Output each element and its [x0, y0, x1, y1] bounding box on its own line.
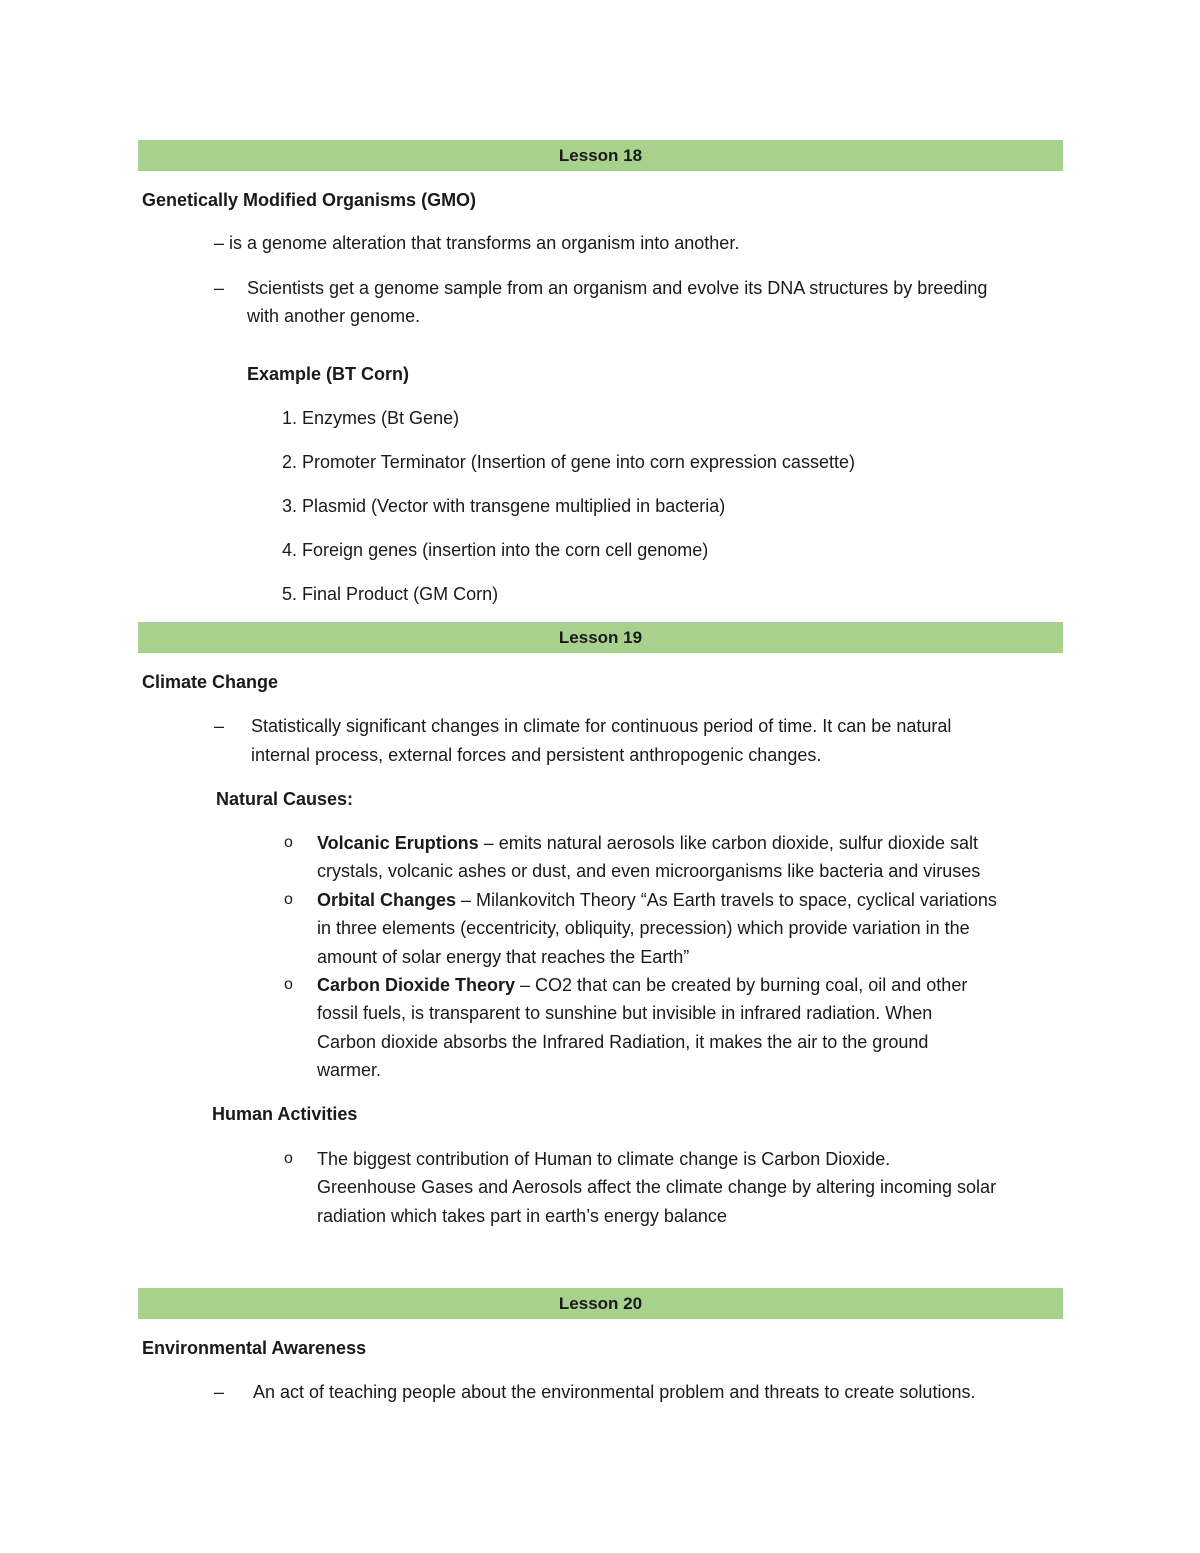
circle-bullet-icon: o	[284, 891, 293, 908]
step-number: 4.	[282, 540, 298, 560]
co2-theory-line3: Carbon dioxide absorbs the Infrared Radiation, it makes the air to the ground	[317, 1032, 929, 1052]
orbital-changes-line2: in three elements (eccentricity, obliquity, precession) which provide variation in the	[317, 918, 970, 938]
step-number: 1.	[282, 408, 298, 428]
gmo-heading: Genetically Modified Organisms (GMO)	[142, 190, 477, 210]
step-number: 3.	[282, 496, 298, 516]
gmo-definition	[214, 229, 739, 257]
cause-text: emits natural aerosols like carbon dioxide, sulfur dioxide salt	[498, 833, 978, 853]
lesson-20-bar	[138, 1288, 1063, 1319]
step-text: Final Product (GM Corn)	[302, 584, 499, 604]
list-item	[282, 536, 708, 564]
natural-causes-heading: Natural Causes:	[216, 789, 354, 809]
list-item	[282, 492, 725, 520]
step-number: 5.	[282, 584, 298, 604]
dash-bullet: –	[214, 716, 225, 736]
environmental-awareness-heading: Environmental Awareness	[142, 1338, 367, 1358]
climate-definition-line1: Statistically significant changes in climate for continuous period of time. It can be natural	[251, 716, 952, 736]
step-text: Enzymes (Bt Gene)	[302, 408, 460, 428]
lesson-19-label: Lesson 19	[558, 628, 643, 647]
cause-term: Volcanic Eruptions	[317, 833, 479, 853]
step-number: 2.	[282, 452, 298, 472]
volcanic-eruptions-line1	[317, 829, 978, 857]
lesson-19-bar	[138, 622, 1063, 653]
volcanic-eruptions-line2: crystals, volcanic ashes or dust, and even microorganisms like bacteria and viruses	[317, 861, 981, 881]
cause-term: Carbon Dioxide Theory	[317, 975, 516, 995]
list-item	[282, 404, 459, 432]
lesson-20-label: Lesson 20	[558, 1294, 643, 1313]
gmo-process-line1: Scientists get a genome sample from an organism and evolve its DNA structures by breeding	[247, 278, 988, 298]
example-heading: Example (BT Corn)	[247, 364, 410, 384]
cause-text: CO2 that can be created by burning coal, oil and other	[535, 975, 968, 995]
orbital-changes-line1	[317, 886, 997, 914]
environmental-awareness-definition: An act of teaching people about the environmental problem and threats to create solutions.	[253, 1382, 976, 1402]
separator: –	[456, 890, 477, 910]
co2-theory-line2: fossil fuels, is transparent to sunshine but invisible in infrared radiation. When	[317, 1003, 933, 1023]
list-item	[282, 580, 498, 608]
dash-bullet: –	[214, 278, 225, 298]
gmo-process-line2: with another genome.	[247, 306, 421, 326]
human-activities-line2: Greenhouse Gases and Aerosols affect the climate change by altering incoming solar	[317, 1177, 997, 1197]
separator: –	[515, 975, 536, 995]
lesson-18-bar	[138, 140, 1063, 171]
climate-change-heading: Climate Change	[142, 672, 279, 692]
list-item	[282, 448, 855, 476]
step-text: Foreign genes (insertion into the corn cell genome)	[302, 540, 709, 560]
step-text: Promoter Terminator (Insertion of gene into corn expression cassette)	[302, 452, 855, 472]
step-text: Plasmid (Vector with transgene multiplied in bacteria)	[302, 496, 726, 516]
orbital-changes-line3: amount of solar energy that reaches the Earth”	[317, 947, 690, 967]
circle-bullet-icon: o	[284, 834, 293, 851]
climate-definition-line2: internal process, external forces and persistent anthropogenic changes.	[251, 745, 822, 765]
human-activities-line3: radiation which takes part in earth’s energy balance	[317, 1206, 727, 1226]
cause-term: Orbital Changes	[317, 890, 457, 910]
dash-bullet: –	[214, 233, 225, 253]
co2-theory-line4: warmer.	[317, 1060, 382, 1080]
cause-text: Milankovitch Theory “As Earth travels to space, cyclical variations	[476, 890, 997, 910]
dash-bullet: –	[214, 1382, 225, 1402]
human-activities-heading: Human Activities	[212, 1104, 358, 1124]
circle-bullet-icon: o	[284, 1150, 293, 1167]
lesson-18-label: Lesson 18	[558, 146, 643, 165]
human-activities-line1: The biggest contribution of Human to climate change is Carbon Dioxide.	[317, 1149, 891, 1169]
gmo-definition-text: is a genome alteration that transforms an organism into another.	[229, 233, 740, 253]
co2-theory-line1	[317, 971, 967, 999]
separator: –	[478, 833, 499, 853]
circle-bullet-icon: o	[284, 976, 293, 993]
